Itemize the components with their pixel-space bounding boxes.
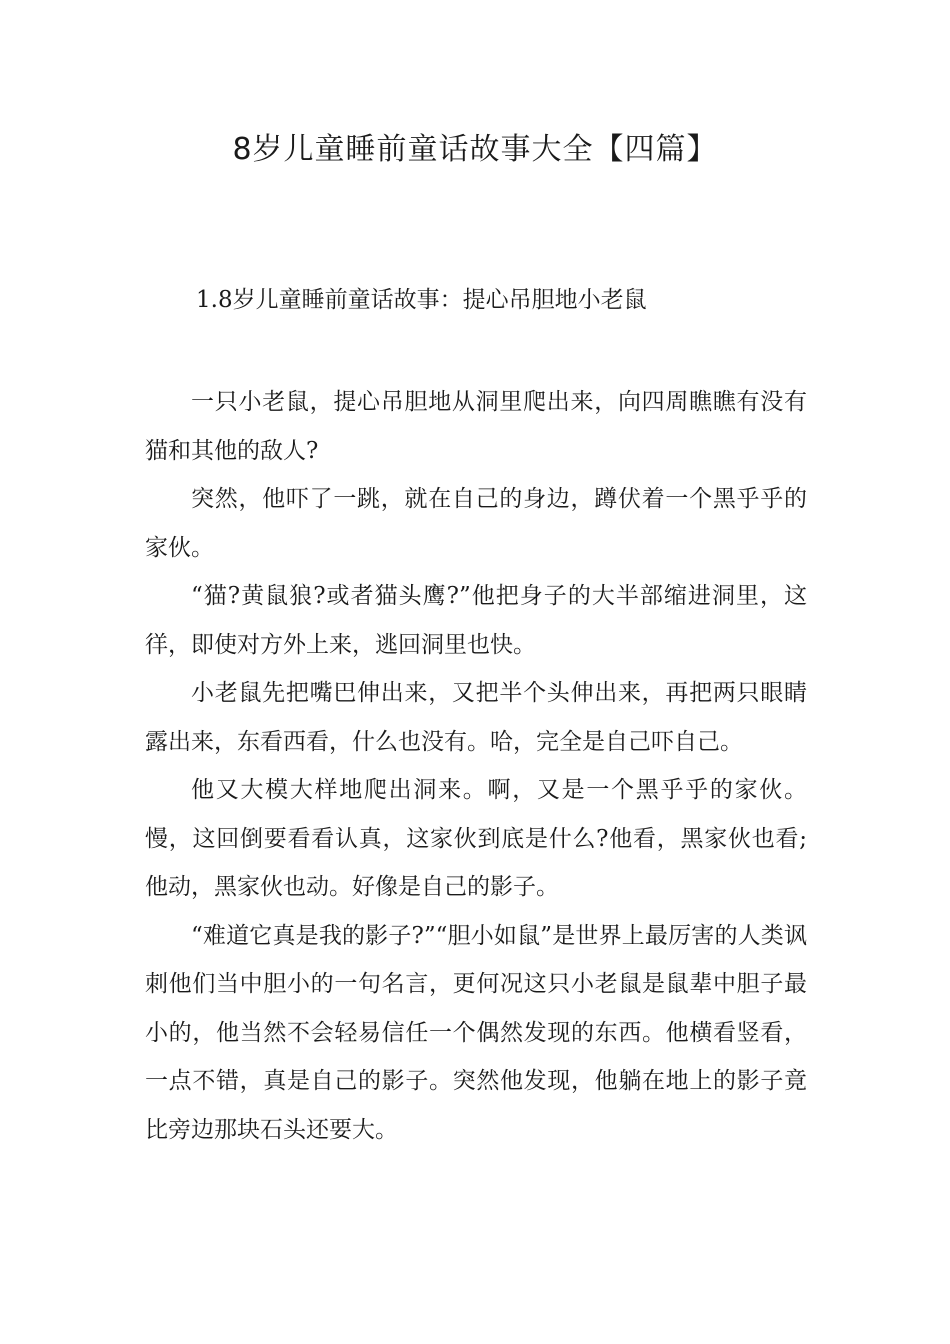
paragraph: 小老鼠先把嘴巴伸出来，又把半个头伸出来，再把两只眼睛露出来，东看西看，什么也没有。哈，完全是自己吓自己。 <box>145 680 807 755</box>
paragraph: 突然，他吓了一跳，就在自己的身边，蹲伏着一个黑乎乎的家伙。 <box>145 486 807 561</box>
story-body <box>145 378 807 1154</box>
paragraph: “猫?黄鼠狼?或者猫头鹰?”他把身子的大半部缩进洞里，这徉，即使对方外上来，逃回洞里也快。 <box>145 583 807 658</box>
page-title: 8岁儿童睡前童话故事大全【四篇】 <box>232 132 718 167</box>
paragraph: 他又大模大样地爬出洞来。啊，又是一个黑乎乎的家伙。慢，这回倒要看看认真，这家伙到底是什么?他看，黑家伙也看;他动，黑家伙也动。好像是自己的影子。 <box>145 777 807 900</box>
paragraph: “难道它真是我的影子?”“胆小如鼠”是世界上最厉害的人类讽刺他们当中胆小的一句名言，更何况这只小老鼠是鼠辈中胆子最小的，他当然不会轻易信任一个偶然发现的东西。他横看竖看，一点不错，真是自己的影子。突然他发现，他躺在地上的影子竟比旁边那块石头还要大。 <box>145 922 807 1143</box>
section-heading: 1.8岁儿童睡前童话故事：提心吊胆地小老鼠 <box>196 287 647 313</box>
paragraph: 一只小老鼠，提心吊胆地从洞里爬出来，向四周瞧瞧有没有猫和其他的敌人? <box>145 389 807 464</box>
